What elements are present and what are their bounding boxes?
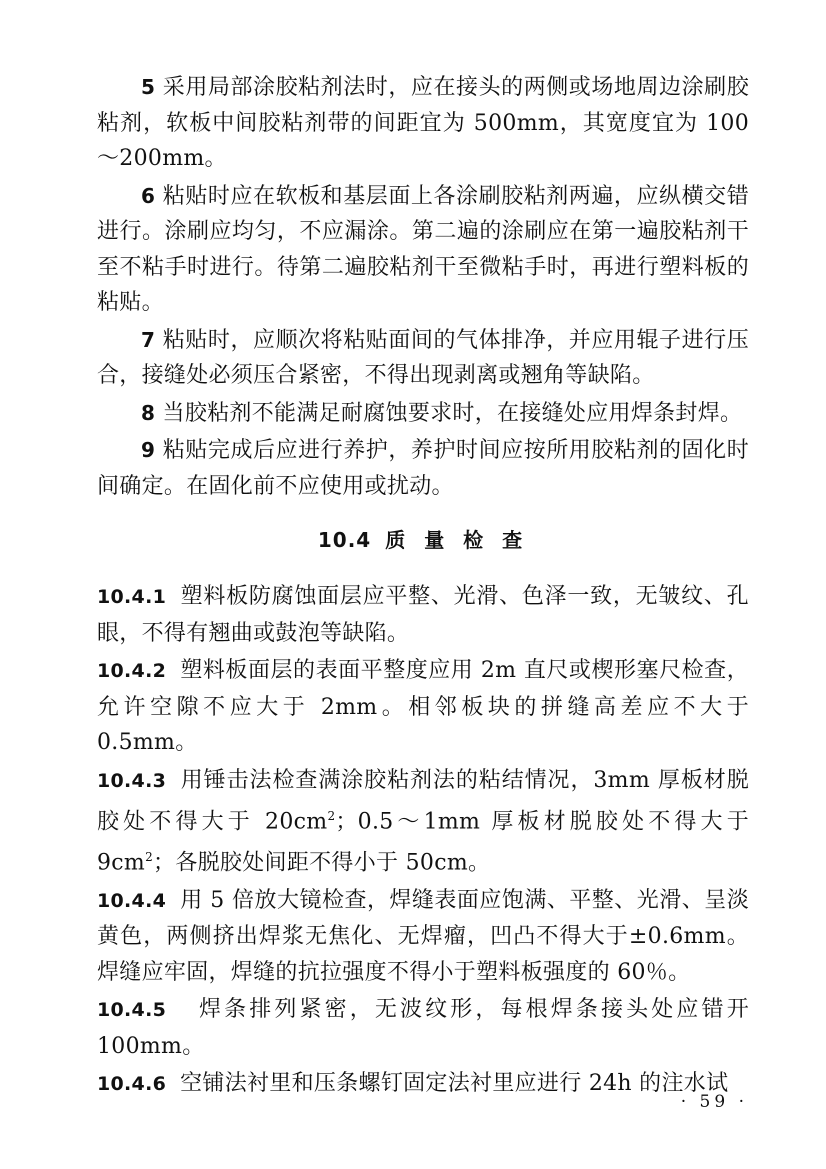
clause-text: 用 5 倍放大镜检查，焊缝表面应饱满、平整、光滑、呈淡黄色，两侧挤出焊浆无焦化、无焊瘤，凹凸不得大于±0.6mm。焊缝应牢固，焊缝的抗拉强度不得小于塑料板强度的 60％。 bbox=[97, 887, 749, 985]
clause-text: 焊条排列紧密，无波纹形，每根焊条接头处应错开 100mm。 bbox=[97, 997, 749, 1059]
document-page bbox=[97, 70, 749, 1105]
item-text: 当胶粘剂不能满足耐腐蚀要求时，在接缝处应用焊条封焊。 bbox=[162, 400, 743, 426]
item-number: 8 bbox=[141, 400, 156, 425]
list-item bbox=[97, 179, 749, 321]
clause bbox=[97, 579, 749, 651]
item-number: 7 bbox=[141, 327, 156, 352]
clause-number: 10.4.5 bbox=[97, 999, 167, 1022]
clause-number: 10.4.1 bbox=[97, 586, 167, 608]
clause-text: ；各脱胶处间距不得小于 50cm。 bbox=[153, 850, 491, 876]
item-number: 6 bbox=[141, 183, 156, 208]
clause-number: 10.4.6 bbox=[97, 1073, 167, 1096]
item-text: 采用局部涂胶粘剂法时，应在接头的两侧或场地周边涂刷胶粘剂，软板中间胶粘剂带的间距宜为 500mm，其宽度宜为 100～200mm。 bbox=[97, 75, 749, 171]
section-title-text: 质 量 检 查 bbox=[385, 528, 529, 552]
list-item bbox=[97, 323, 749, 394]
list-item bbox=[97, 433, 749, 504]
clause-text: ；0.5～1mm 厚板材脱胶处不得大于 9cm bbox=[97, 809, 749, 876]
superscript: 2 bbox=[327, 809, 336, 823]
item-number: 5 bbox=[141, 75, 156, 99]
section-number: 10.4 bbox=[317, 528, 372, 552]
page-number: · 59 · bbox=[680, 1092, 748, 1112]
clause-number: 10.4.4 bbox=[97, 889, 167, 912]
clause-number: 10.4.2 bbox=[97, 660, 167, 682]
superscript: 2 bbox=[145, 849, 154, 864]
section-heading bbox=[97, 524, 749, 553]
item-text: 粘贴时应在软板和基层面上各涂刷胶粘剂两遍，应纵横交错进行。涂刷应均匀，不应漏涂。第二遍的涂刷应在第一遍胶粘剂干至不粘手时进行。待第二遍胶粘剂干至微粘手时，再进行塑料板的粘贴。 bbox=[97, 183, 749, 315]
item-number: 9 bbox=[141, 438, 156, 462]
clause bbox=[97, 653, 749, 761]
clause bbox=[97, 763, 749, 881]
clause-text: 塑料板面层的表面平整度应用 2m 直尺或楔形塞尺检查，允许空隙不应大于 2mm。相邻板块的拼缝高差应不大于 0.5mm。 bbox=[97, 658, 749, 755]
item-text: 粘贴时，应顺次将粘贴面间的气体排净，并应用辊子进行压合，接缝处必须压合紧密，不得出现剥离或翘角等缺陷。 bbox=[97, 327, 749, 388]
clause bbox=[97, 1066, 749, 1103]
item-text: 粘贴完成后应进行养护，养护时间应按所用胶粘剂的固化时间确定。在固化前不应使用或扰动。 bbox=[97, 438, 749, 499]
clause-text: 空铺法衬里和压条螺钉固定法衬里应进行 24h 的注水试 bbox=[180, 1071, 729, 1097]
list-item bbox=[97, 70, 749, 177]
clause-number: 10.4.3 bbox=[97, 769, 167, 792]
clause-text: 用锤击法检查满涂胶粘剂法的粘结情况，3mm 厚板材脱胶处不得大于 20cm bbox=[97, 767, 749, 835]
clause-text: 塑料板防腐蚀面层应平整、光滑、色泽一致，无皱纹、孔眼，不得有翘曲或鼓泡等缺陷。 bbox=[97, 584, 749, 646]
clause bbox=[97, 883, 749, 991]
clause bbox=[97, 992, 749, 1064]
list-item bbox=[97, 396, 749, 432]
